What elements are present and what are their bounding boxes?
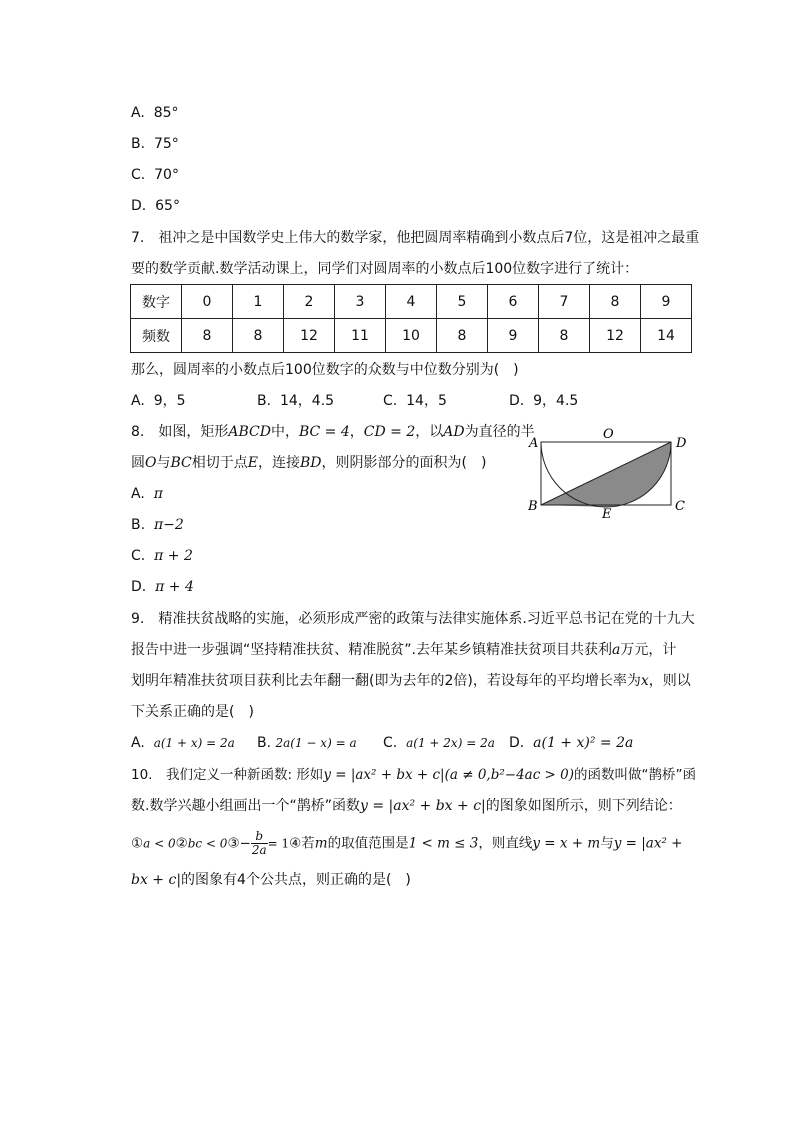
q7-frequency-table xyxy=(130,284,692,353)
table-row-label: 数字 xyxy=(131,285,182,319)
table-cell: 8 xyxy=(182,319,233,353)
table-cell: 9 xyxy=(641,285,692,319)
table-cell: 1 xyxy=(233,285,284,319)
q7-stem-line1: 7. 祖冲之是中国数学史上伟大的数学家，他把圆周率精确到小数点后7位，这是祖冲之最重 xyxy=(131,230,700,246)
q9-stem-line2: 报告中进一步强调“坚持精准扶贫、精准脱贫”.去年某乡镇精准扶贫项目共获利a万元，计 xyxy=(131,642,677,658)
table-cell: 3 xyxy=(335,285,386,319)
table-row xyxy=(131,319,692,353)
q7-option-c: C. 14，5 xyxy=(383,393,447,409)
q8-geometry-figure xyxy=(520,420,700,520)
q8-stem-line2: 圆O与BC相切于点E，连接BD，则阴影部分的面积为( ) xyxy=(131,455,487,471)
table-cell: 4 xyxy=(386,285,437,319)
q10-stem-line1: 10. 我们定义一种新函数: 形如y = |ax² + bx + c|(a ≠ 0,b²−4ac > 0)的函数叫做“鹊桥”函 xyxy=(131,767,697,783)
q10-stem-line3: ①a < 0②bc < 0③− $\frac{b}{2a}$ = 1④若m的取值范围是1 < m ≤ 3，则直线y = x + m与y = |ax² + xyxy=(131,829,683,857)
q7-option-b: B. 14，4.5 xyxy=(257,393,335,409)
table-cell: 12 xyxy=(590,319,641,353)
table-row-label: 频数 xyxy=(131,319,182,353)
q8-stem-line1: 8. 如图，矩形ABCD中，BC = 4，CD = 2，以AD为直径的半 xyxy=(131,424,535,440)
q9-stem-line4: 下关系正确的是( ) xyxy=(131,704,254,720)
q7-stem-line2: 要的数学贡献.数学活动课上，同学们对圆周率的小数点后100位数字进行了统计： xyxy=(131,261,639,277)
label-b: B xyxy=(528,499,538,514)
q10-stem-line4: bx + c|的图象有4个公共点，则正确的是( ) xyxy=(131,872,411,888)
table-cell: 8 xyxy=(539,319,590,353)
table-cell: 5 xyxy=(437,285,488,319)
table-cell: 10 xyxy=(386,319,437,353)
prev-option-c: C. 70° xyxy=(131,167,179,183)
q7-question: 那么，圆周率的小数点后100位数字的众数与中位数分别为( ) xyxy=(131,362,519,378)
table-row xyxy=(131,285,692,319)
fraction-b-over-2a: $\frac{b}{2a}$ xyxy=(251,829,267,857)
q10-stem-line2: 数.数学兴趣小组画出一个“鹊桥”函数y = |ax² + bx + c|的图象如图所示，则下列结论： xyxy=(131,798,682,814)
q9-option-a: A. a(1 + x) = 2a xyxy=(131,735,235,751)
q9-stem-line1: 9. 精准扶贫战略的实施，必须形成严密的政策与法律实施体系.习近平总书记在党的十九大 xyxy=(131,611,695,627)
table-cell: 2 xyxy=(284,285,335,319)
label-d: D xyxy=(676,436,687,451)
table-cell: 0 xyxy=(182,285,233,319)
table-cell: 11 xyxy=(335,319,386,353)
prev-option-b: B. 75° xyxy=(131,136,179,152)
table-cell: 9 xyxy=(488,319,539,353)
q9-option-d: D. a(1 + x)² = 2a xyxy=(509,735,634,751)
prev-option-a: A. 85° xyxy=(131,105,179,121)
table-cell: 8 xyxy=(590,285,641,319)
table-cell: 6 xyxy=(488,285,539,319)
label-a: A xyxy=(529,436,539,451)
q7-option-d: D. 9，4.5 xyxy=(509,393,579,409)
q8-option-b: B. π−2 xyxy=(131,517,184,533)
q8-option-d: D. π + 4 xyxy=(131,579,194,595)
table-cell: 7 xyxy=(539,285,590,319)
table-cell: 8 xyxy=(437,319,488,353)
label-c: C xyxy=(675,499,685,514)
q9-stem-line3: 划明年精准扶贫项目获利比去年翻一翻(即为去年的2倍)，若设每年的平均增长率为x，则以 xyxy=(131,673,691,689)
label-e: E xyxy=(602,507,612,520)
table-cell: 12 xyxy=(284,319,335,353)
q7-option-a: A. 9，5 xyxy=(131,393,186,409)
q9-option-b: B. 2a(1 − x) = a xyxy=(257,735,357,751)
q8-option-a: A. π xyxy=(131,486,163,502)
q8-option-c: C. π + 2 xyxy=(131,548,193,564)
table-cell: 8 xyxy=(233,319,284,353)
prev-option-d: D. 65° xyxy=(131,198,180,214)
table-cell: 14 xyxy=(641,319,692,353)
q9-option-c: C. a(1 + 2x) = 2a xyxy=(383,735,495,751)
label-o: O xyxy=(603,427,614,442)
